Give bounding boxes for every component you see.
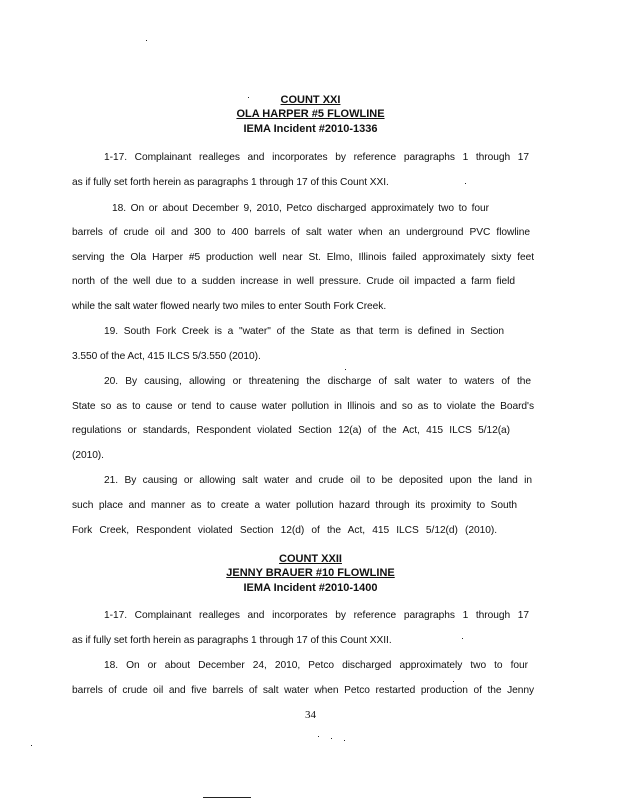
scan-speck [465, 183, 466, 184]
paragraph-line: 1-17. Complainant realleges and incorporates by reference paragraphs 1 through 17 [104, 610, 529, 621]
count-xxi-title: COUNT XXI [280, 94, 341, 106]
paragraph-line: 18. On or about December 9, 2010, Petco discharged approximately two to four [112, 203, 489, 214]
paragraph-line: 3.550 of the Act, 415 ILCS 5/3.550 (2010). [72, 351, 261, 362]
scan-speck [453, 681, 454, 682]
scan-speck [345, 369, 346, 370]
count-xxi-subtitle: OLA HARPER #5 FLOWLINE [236, 108, 385, 120]
paragraph-line: (2010). [72, 450, 104, 461]
paragraph-line: barrels of crude oil and five barrels of salt water when Petco restarted production of the Jenny [72, 685, 534, 696]
scan-speck [146, 40, 147, 41]
paragraph-line: north of the well due to a sudden increase in well pressure. Crude oil impacted a farm field [72, 276, 515, 287]
count-xxii-subtitle: JENNY BRAUER #10 FLOWLINE [226, 567, 395, 579]
paragraph-line: 1-17. Complainant realleges and incorporates by reference paragraphs 1 through 17 [104, 152, 529, 163]
scan-speck [248, 97, 249, 98]
scan-speck [462, 638, 463, 639]
paragraph-line: regulations or standards, Respondent violated Section 12(a) of the Act, 415 ILCS 5/12(a) [72, 425, 510, 436]
scan-speck [318, 736, 319, 737]
count-xxii-title: COUNT XXII [279, 553, 342, 565]
paragraph-line: as if fully set forth herein as paragraphs 1 through 17 of this Count XXII. [72, 635, 392, 646]
count-xxi-incident: IEMA Incident #2010-1336 [243, 123, 378, 135]
paragraph-line: 18. On or about December 24, 2010, Petco discharged approximately two to four [104, 660, 528, 671]
scan-speck [31, 745, 32, 746]
paragraph-line: 19. South Fork Creek is a "water" of the State as that term is defined in Section [104, 326, 504, 337]
paragraph-line: such place and manner as to create a water pollution hazard through its proximity to South [72, 500, 517, 511]
paragraph-line: 20. By causing, allowing or threatening the discharge of salt water to waters of the [104, 376, 531, 387]
scan-speck [344, 740, 345, 741]
paragraph-line: as if fully set forth herein as paragraphs 1 through 17 of this Count XXI. [72, 177, 389, 188]
scan-edge-mark [203, 797, 251, 798]
page-number: 34 [305, 709, 316, 721]
count-xxii-incident: IEMA Incident #2010-1400 [243, 582, 378, 594]
paragraph-line: barrels of crude oil and 300 to 400 barrels of salt water when an underground PVC flowline [72, 227, 530, 238]
paragraph-line: while the salt water flowed nearly two miles to enter South Fork Creek. [72, 301, 387, 312]
paragraph-line: serving the Ola Harper #5 production well near St. Elmo, Illinois failed approximately sixty feet [72, 252, 534, 263]
paragraph-line: 21. By causing or allowing salt water and crude oil to be deposited upon the land in [104, 475, 532, 486]
scan-speck [331, 738, 332, 739]
paragraph-line: State so as to cause or tend to cause water pollution in Illinois and so as to violate the Board's [72, 401, 534, 412]
paragraph-line: Fork Creek, Respondent violated Section 12(d) of the Act, 415 ILCS 5/12(d) (2010). [72, 525, 497, 536]
